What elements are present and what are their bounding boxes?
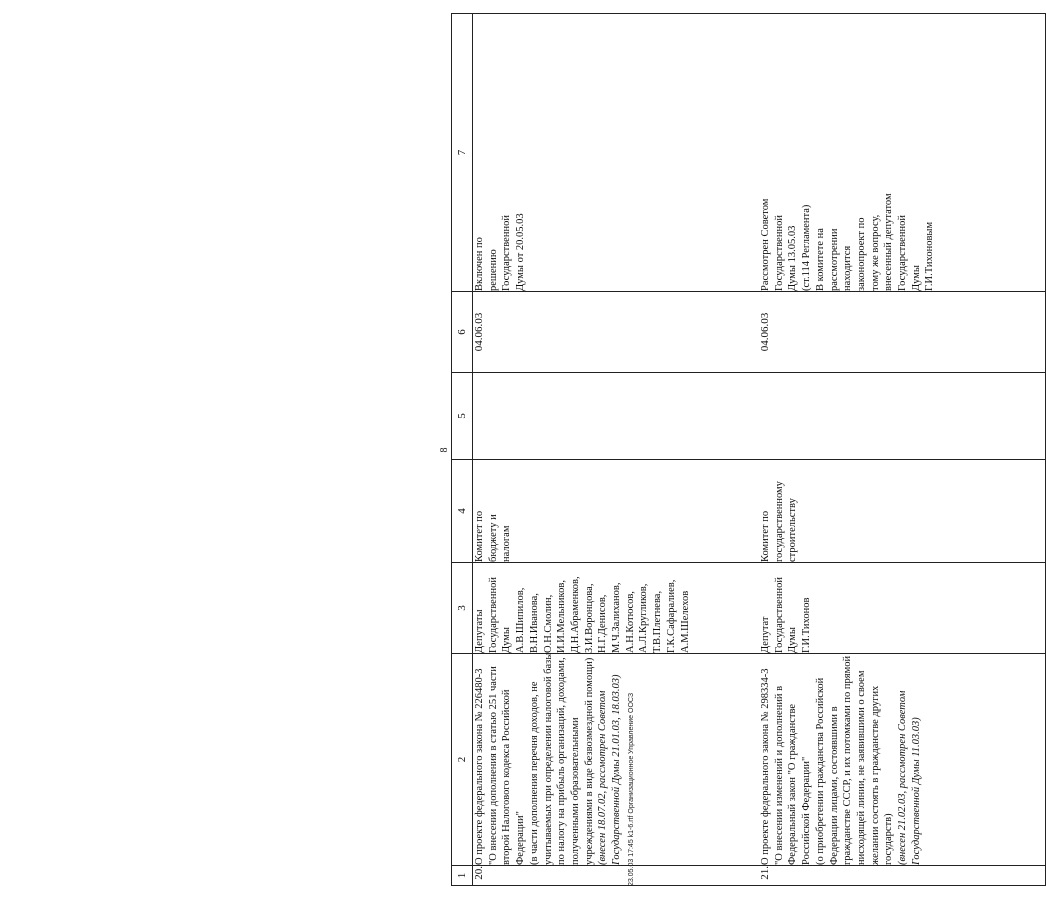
initiator-line: В.Н.Иванова,	[528, 593, 540, 653]
initiator-line: Г.И.Тихонов	[801, 597, 813, 653]
bills-table	[451, 13, 1046, 886]
initiator-line: Г.К.Сафаралиев,	[665, 579, 677, 653]
col-header-6: 6	[452, 292, 473, 373]
committee-line: налогам	[501, 525, 513, 562]
description-line: Федерации"	[515, 811, 527, 865]
description-line: "О внесении дополнения в статью 251 части	[487, 666, 499, 865]
status	[473, 14, 760, 292]
description-line: желании состоять в гражданстве других	[869, 685, 881, 865]
status-line: Государственной	[773, 215, 785, 291]
initiator-line: М.Ч.Залиханов,	[611, 582, 623, 653]
description-line: (внесен 18.07.02, рассмотрен Советом	[597, 690, 609, 865]
initiator-line: Т.В.Плетнева,	[652, 590, 664, 653]
status-line: Думы	[910, 265, 922, 291]
status-line: рассмотрении	[828, 228, 840, 291]
bill-description	[473, 654, 760, 866]
table-row	[759, 14, 1046, 886]
date-cell: 04.06.03	[759, 292, 1046, 373]
status-line: внесенный депутатом	[883, 193, 895, 291]
initiator-line: Н.Г.Денисов,	[597, 594, 609, 653]
col-header-4: 4	[452, 460, 473, 563]
status-line: В комитете на	[814, 228, 826, 291]
initiator-line: Депутаты	[474, 609, 485, 653]
initiator-line: Думы	[501, 627, 513, 653]
initiator	[473, 563, 760, 654]
description-line: Государственной Думы 11.03.03)	[910, 717, 922, 865]
col-header-5: 5	[452, 373, 473, 460]
status	[759, 14, 1046, 292]
description-line: полученными образовательными	[569, 717, 581, 865]
description-line: учитываемых при определении налоговой базы	[542, 652, 554, 865]
status-line: Государственной	[897, 215, 909, 291]
col5-cell	[759, 373, 1046, 460]
col-header-3: 3	[452, 563, 473, 654]
description-line: (в части дополнения перечня доходов, не	[528, 681, 540, 865]
status-line: Г.И.Тихоновым	[924, 221, 936, 291]
bill-description	[759, 654, 1046, 866]
description-line: (внесен 21.02.03, рассмотрен Советом	[897, 690, 909, 865]
initiator	[759, 563, 1046, 654]
initiator-line: О.Н.Смолин,	[542, 594, 554, 653]
description-line: О проекте федерального закона № 298334-3	[760, 668, 771, 865]
description-line: Государственной Думы 21.01.03, 18.03.03)	[611, 674, 623, 865]
description-line: "О внесении изменений и дополнений в	[773, 685, 785, 865]
col-header-7: 7	[452, 14, 473, 292]
description-line: Федеральный закон "О гражданстве	[787, 703, 799, 865]
initiator-line: Думы	[787, 627, 799, 653]
description-line: гражданстве СССР, и их потомками по прямой	[842, 655, 854, 865]
committee-line: Комитет по	[474, 510, 485, 562]
initiator-line: З.И.Воронцова,	[583, 583, 595, 653]
description-line: О проекте федерального закона № 226480-3	[474, 668, 485, 865]
col-header-2: 2	[452, 654, 473, 866]
row-number: 21.	[759, 866, 1046, 886]
committee-line: государственному	[773, 481, 785, 562]
committee	[473, 460, 760, 563]
table-row	[473, 14, 760, 886]
date-cell: 04.06.03	[473, 292, 760, 373]
description-line: второй Налогового кодекса Российской	[501, 689, 513, 865]
committee-line: Комитет по	[760, 510, 771, 562]
status-line: законопроект по	[855, 217, 867, 291]
description-line: нисходящей линии, не заявившими о своем	[855, 670, 867, 865]
status-line: Государственной	[501, 215, 513, 291]
status-line: Включен по	[474, 237, 485, 291]
status-line: тому же вопросу,	[869, 214, 881, 291]
initiator-line: А.В.Шипилов,	[515, 587, 527, 653]
description-line: Российской Федерации"	[801, 756, 813, 865]
page-number: 8	[439, 447, 450, 453]
status-line: находится	[842, 245, 854, 291]
col-header-1: 1	[452, 866, 473, 886]
committee	[759, 460, 1046, 563]
col5-cell	[473, 373, 760, 460]
status-line: Думы 13.05.03	[787, 225, 799, 291]
page-footer: 23.05.03 17:45 k1-6.rtf Организационное Управление ООСЗ	[628, 692, 635, 886]
row-number: 20.	[473, 866, 760, 886]
description-line: государств)	[883, 813, 895, 865]
description-line: Федерации лицами, состоявшими в	[828, 706, 840, 865]
committee-line: бюджету и	[487, 514, 499, 562]
status-line: (ст.114 Регламента)	[801, 204, 813, 291]
status-line: Думы от 20.05.03	[515, 213, 527, 291]
description-line: по налогу на прибыль организаций, доходами,	[556, 657, 568, 865]
initiator-line: А.М.Шелехов	[679, 590, 691, 653]
initiator-line: Депутат	[760, 616, 771, 653]
initiator-line: А.Н.Котюсов,	[624, 591, 636, 653]
initiator-line: Д.Н.Абраменков,	[569, 576, 581, 653]
initiator-line: Государственной	[487, 577, 499, 653]
description-line: (о приобретении гражданства Российской	[814, 677, 826, 865]
initiator-line: А.Л.Кругликов,	[638, 583, 650, 653]
committee-line: строительству	[787, 498, 799, 562]
initiator-line: И.И.Мельников,	[556, 580, 568, 653]
initiator-line: Государственной	[773, 577, 785, 653]
description-line: учреждениями в виде безвозмездной помощи)	[583, 657, 595, 865]
header-row	[452, 14, 473, 886]
status-line: решению	[487, 249, 499, 291]
status-line: Рассмотрен Советом	[760, 198, 771, 291]
